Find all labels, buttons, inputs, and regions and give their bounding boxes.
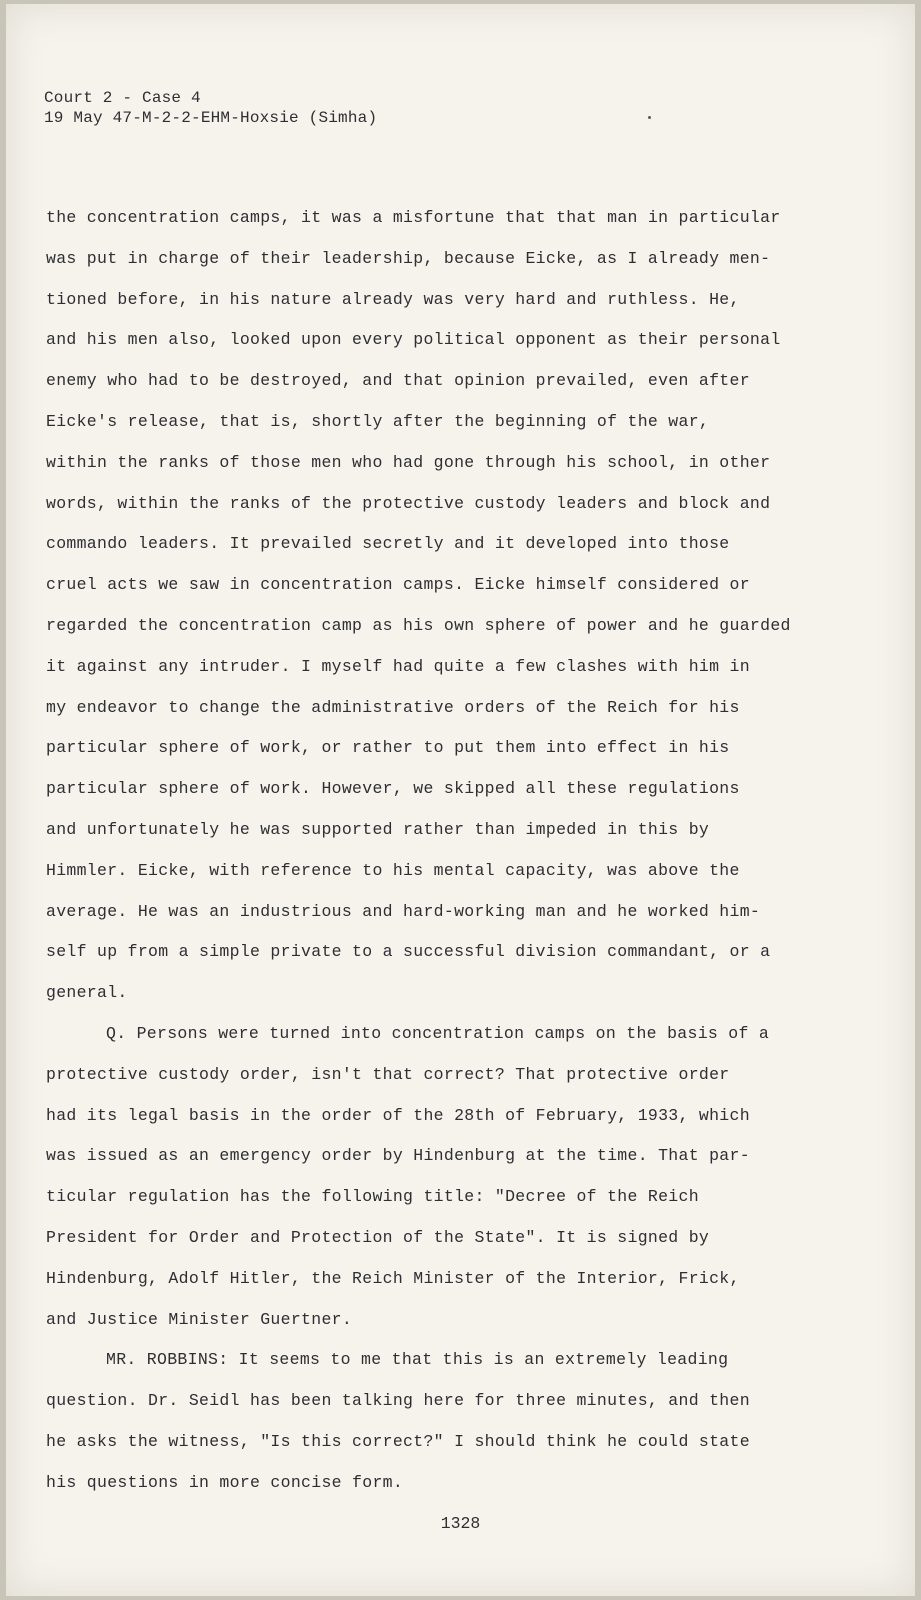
text-line: within the ranks of those men who had gone through his school, in other xyxy=(46,452,771,472)
text-line: enemy who had to be destroyed, and that opinion prevailed, even after xyxy=(46,371,750,391)
header-date-reference: 19 May 47-M-2-2-EHM-Hoxsie (Simha) xyxy=(44,109,378,127)
text-line: general. xyxy=(46,983,128,1003)
text-line: was issued as an emergency order by Hindenburg at the time. That par- xyxy=(46,1146,750,1166)
text-line: tioned before, in his nature already was very hard and ruthless. He, xyxy=(46,289,740,309)
stray-mark xyxy=(648,116,651,119)
text-line: it against any intruder. I myself had quite a few clashes with him in xyxy=(46,656,750,676)
text-line: Hindenburg, Adolf Hitler, the Reich Minister of the Interior, Frick, xyxy=(46,1268,740,1288)
text-line: Himmler. Eicke, with reference to his mental capacity, was above the xyxy=(46,860,740,880)
text-line: particular sphere of work. However, we skipped all these regulations xyxy=(46,779,740,799)
text-line: particular sphere of work, or rather to put them into effect in his xyxy=(46,738,730,758)
text-line: my endeavor to change the administrative orders of the Reich for his xyxy=(46,697,740,717)
text-line: protective custody order, isn't that correct? That protective order xyxy=(46,1064,730,1084)
document-header xyxy=(44,88,377,128)
text-line: words, within the ranks of the protective custody leaders and block and xyxy=(46,493,771,513)
text-line: his questions in more concise form. xyxy=(46,1472,404,1492)
header-court-case: Court 2 - Case 4 xyxy=(44,89,201,107)
text-line: question. Dr. Seidl has been talking here for three minutes, and then xyxy=(46,1391,750,1411)
text-line: ticular regulation has the following title: "Decree of the Reich xyxy=(46,1187,699,1207)
text-line: the concentration camps, it was a misfortune that that man in particular xyxy=(46,208,781,227)
document-page xyxy=(6,4,915,1596)
text-line: Eicke's release, that is, shortly after the beginning of the war, xyxy=(46,411,710,431)
speaker-line: MR. ROBBINS: It seems to me that this is an extremely leading xyxy=(106,1350,729,1370)
page-number: 1328 xyxy=(440,1514,481,1533)
text-line: self up from a simple private to a successful division commandant, or a xyxy=(46,942,771,962)
text-line: and Justice Minister Guertner. xyxy=(46,1309,353,1329)
text-line: had its legal basis in the order of the 28th of February, 1933, which xyxy=(46,1105,750,1125)
text-line: average. He was an industrious and hard-working man and he worked him- xyxy=(46,901,761,921)
text-line: and his men also, looked upon every political opponent as their personal xyxy=(46,330,781,350)
text-line: President for Order and Protection of the State". It is signed by xyxy=(46,1227,710,1247)
text-line: was put in charge of their leadership, because Eicke, as I already men- xyxy=(46,248,771,268)
text-line: cruel acts we saw in concentration camps. Eicke himself considered or xyxy=(46,575,750,595)
transcript-body xyxy=(46,198,806,1504)
question-line: Q. Persons were turned into concentration camps on the basis of a xyxy=(106,1023,770,1043)
text-line: and unfortunately he was supported rather than impeded in this by xyxy=(46,819,710,839)
text-line: commando leaders. It prevailed secretly and it developed into those xyxy=(46,534,730,554)
text-line: regarded the concentration camp as his own sphere of power and he guarded xyxy=(46,615,791,635)
text-line: he asks the witness, "Is this correct?" I should think he could state xyxy=(46,1431,750,1451)
